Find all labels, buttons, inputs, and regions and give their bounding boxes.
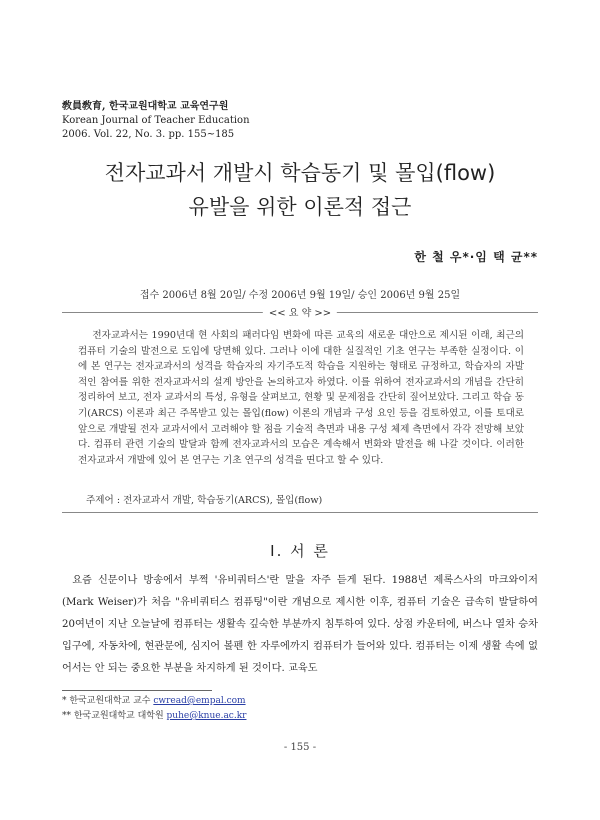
journal-name: 敎員敎育, 한국교원대학교 교육연구원 xyxy=(62,101,229,112)
footnote-2-email-link[interactable]: puhe@knue.ac.kr xyxy=(166,711,247,721)
journal-info xyxy=(62,100,250,142)
page-number: - 155 - xyxy=(283,742,317,753)
footnote-2-text: ** 한국교원대학교 대학원 xyxy=(62,711,167,721)
paper-title xyxy=(40,156,560,224)
journal-volume: 2006. Vol. 22, No. 3. pp. 155~185 xyxy=(62,129,235,140)
journal-english-name: Korean Journal of Teacher Education xyxy=(62,115,250,126)
abstract-header xyxy=(62,304,538,320)
title-line-1: 전자교과서 개발시 학습동기 및 몰입(flow) xyxy=(104,161,496,185)
submission-dates: 접수 2006년 8월 20일/ 수정 2006년 9월 19일/ 승인 2006년 9월 25일 xyxy=(139,290,461,301)
abstract-heading: << 요 약 >> xyxy=(263,304,337,319)
authors: 한 철 우*·임 택 균** xyxy=(414,250,538,264)
body-paragraph: 요즘 신문이나 방송에서 부쩍 '유비쿼터스'란 말을 자주 듣게 된다. 1988년 제록스사의 마크와이저(Mark Weiser)가 처음 "유비쿼터스 컴퓨팅"이란 개념으로 제시한 이후, 컴퓨터 기술은 급속히 발달하여 20여년이 지난 오늘날에 컴퓨터는 생활속 깊숙한 부분까지 침투하여 있다. 상점 카운터에, 버스나 열차 승차 입구에, 자동차에, 현관문에, 심지어 볼펜 한 자루에까지 컴퓨터가 들어와 있다. 컴퓨터는 이제 생활 속에 없어서는 안 되는 중요한 부분을 차지하게 된 것이다. 교육도 xyxy=(62,575,538,674)
footnote-1 xyxy=(62,694,246,709)
keywords: 주제어 : 전자교과서 개발, 학습동기(ARCS), 몰입(flow) xyxy=(86,495,323,506)
title-line-2: 유발을 위한 이론적 접근 xyxy=(188,195,412,219)
footnote-rule xyxy=(62,690,212,691)
footnote-2 xyxy=(62,709,246,724)
footnote-1-email-link[interactable]: cwread@empal.com xyxy=(153,696,246,706)
abstract-text: 전자교과서는 1990년대 현 사회의 패러다임 변화에 따른 교육의 새로운 대안으로 제시된 이래, 최근의 컴퓨터 기술의 발전으로 도입에 당면해 있다. 그러나 이에 대한 실질적인 기초 연구는 부족한 실정이다. 이에 본 연구는 전자교과서의 성격을 학습자의 자기주도적 학습을 지원하는 형태로 규정하고, 학습자의 자발적인 참여를 위한 전자교과서의 설계 방안을 논의하고자 하였다. 이를 위하여 전자교과서의 개념을 간단히 정리하여 보고, 전자 교과서의 특성, 유형을 살펴보고, 현황 및 문제점을 간단히 짚어보았다. 그리고 학습 동기(ARCS) 이론과 최근 주목받고 있는 몰입(flow) 이론의 개념과 구성 요인 등을 검토하였고, 이를 토대로 앞으로 개발될 전자 교과서에서 고려해야 할 점을 기술적 측면과 내용 구성 체제 측면에서 각각 전망해 보았다. 컴퓨터 관련 기술의 발달과 함께 전자교과서의 모습은 계속해서 변화와 발전을 해 나갈 것이다. 이러한 전자교과서 개발에 있어 본 연구는 기초 연구의 성격을 띤다고 할 수 있다. xyxy=(78,330,524,466)
footnotes xyxy=(62,694,246,724)
footnote-1-text: * 한국교원대학교 교수 xyxy=(62,696,154,706)
keywords-rule xyxy=(62,512,538,513)
section-heading: Ⅰ. 서 론 xyxy=(270,542,330,560)
